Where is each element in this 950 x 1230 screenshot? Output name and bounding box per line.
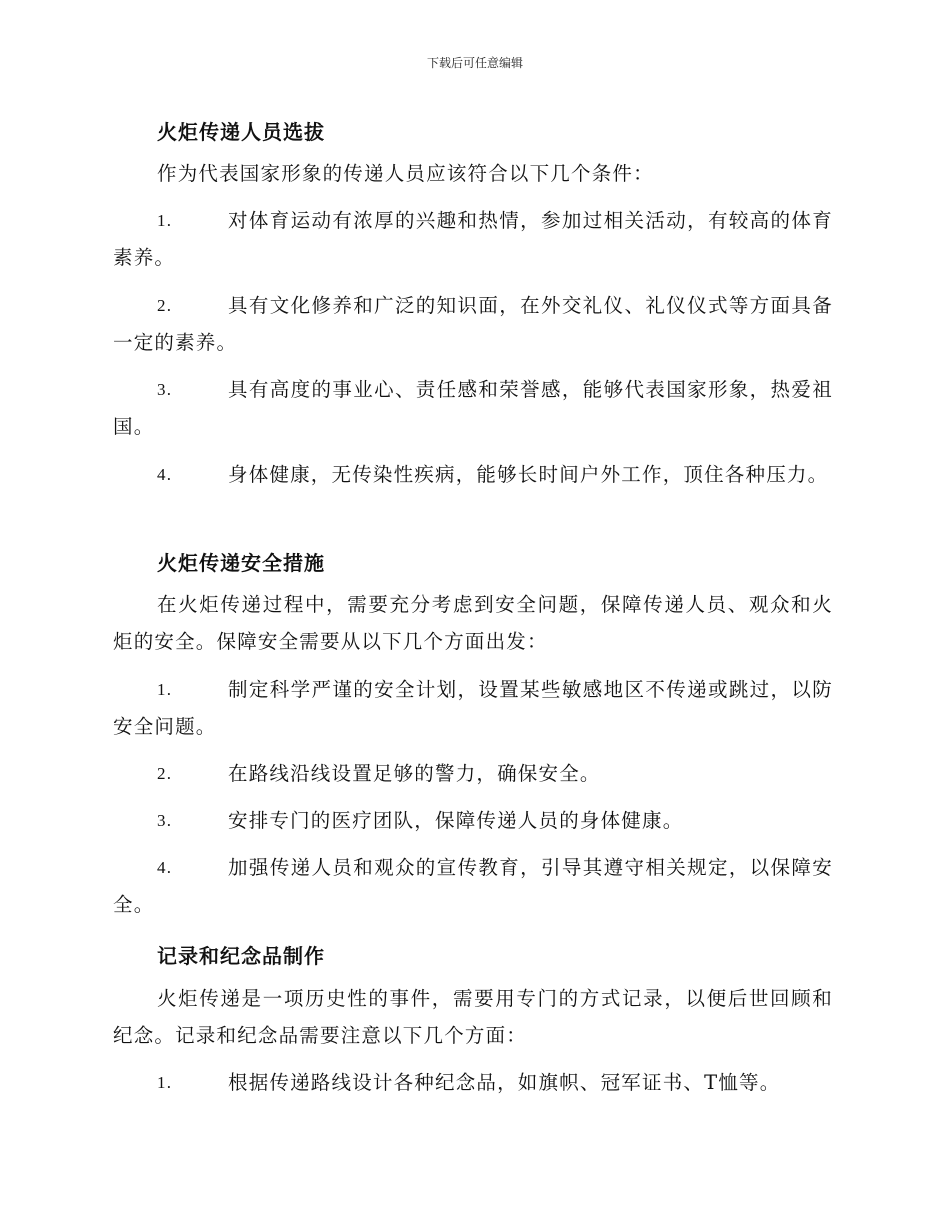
list-item: [113, 287, 833, 361]
list-item-number: 2.: [157, 764, 173, 783]
list-item-text: 根据传递路线设计各种纪念品，如旗帜、冠军证书、T恤等。: [228, 1071, 781, 1094]
list-item-number: 3.: [157, 380, 173, 399]
list-item: [113, 802, 833, 839]
section-intro: 火炬传递是一项历史性的事件，需要用专门的方式记录，以便后世回顾和纪念。记录和纪念品需要注意以下几个方面：: [113, 987, 833, 1047]
list-item-text: 安排专门的医疗团队，保障传递人员的身体健康。: [228, 809, 684, 832]
list-item-text: 制定科学严谨的安全计划，设置某些敏感地区不传递或跳过，以防安全问题。: [113, 678, 833, 738]
list-item: [113, 371, 833, 445]
list-item-text: 具有高度的事业心、责任感和荣誉感，能够代表国家形象，热爱祖国。: [113, 378, 833, 438]
list-item-number: 1.: [157, 211, 173, 230]
section-intro: 作为代表国家形象的传递人员应该符合以下几个条件：: [157, 162, 654, 185]
list-item-text: 加强传递人员和观众的宣传教育，引导其遵守相关规定，以保障安全。: [113, 856, 833, 916]
list-item-text: 身体健康，无传染性疾病，能够长时间户外工作，顶住各种压力。: [228, 463, 829, 486]
list-item-number: 1.: [157, 680, 173, 699]
section-heading: 记录和纪念品制作: [157, 944, 325, 968]
section-intro: 在火炬传递过程中，需要充分考虑到安全问题，保障传递人员、观众和火炬的安全。保障安全需要从以下几个方面出发：: [113, 593, 833, 653]
list-item-text: 在路线沿线设置足够的警力，确保安全。: [228, 762, 601, 785]
list-item-number: 3.: [157, 811, 173, 830]
list-item-text: 具有文化修养和广泛的知识面，在外交礼仪、礼仪仪式等方面具备一定的素养。: [113, 294, 833, 354]
section-heading: 火炬传递人员选拔: [157, 120, 325, 144]
list-item: [113, 202, 833, 276]
list-item-text: 对体育运动有浓厚的兴趣和热情，参加过相关活动，有较高的体育素养。: [113, 209, 833, 269]
list-item: [113, 849, 833, 923]
list-item: [113, 1064, 833, 1101]
list-item: [113, 456, 833, 493]
header-note: 下载后可任意编辑: [426, 56, 523, 70]
list-item-number: 1.: [157, 1073, 173, 1092]
list-item: [113, 755, 833, 792]
list-item-number: 4.: [157, 858, 173, 877]
list-item: [113, 671, 833, 745]
list-item-number: 2.: [157, 296, 173, 315]
list-item-number: 4.: [157, 465, 173, 484]
section-heading: 火炬传递安全措施: [157, 551, 325, 575]
